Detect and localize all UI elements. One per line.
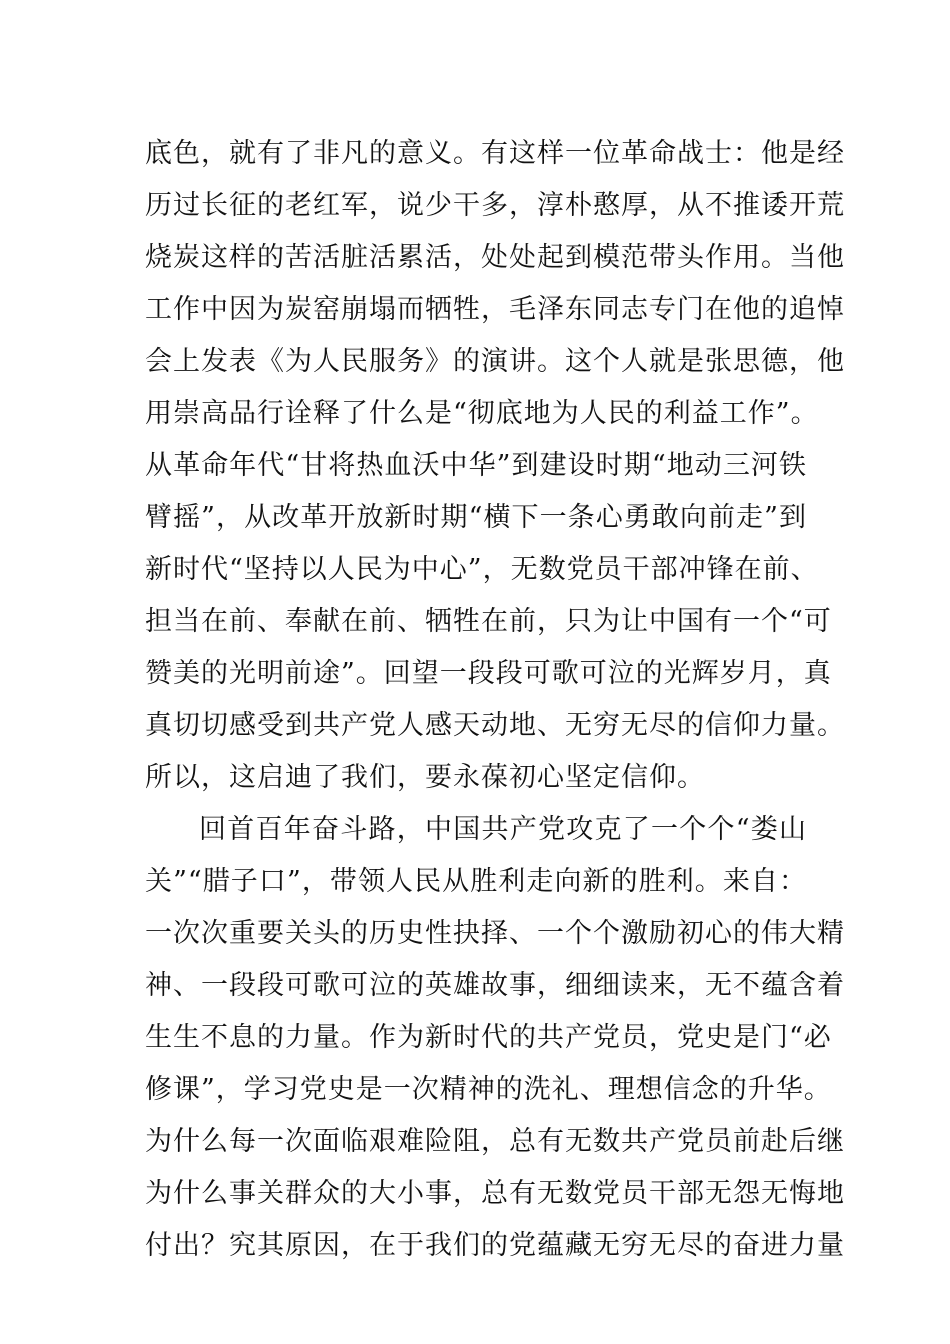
text-line: 底色，就有了非凡的意义。有这样一位革命战士：他是经 (145, 138, 845, 169)
text-line: 回首百年奋斗路，中国共产党攻克了一个个“娄山 (199, 814, 807, 845)
text-line: 用崇高品行诠释了什么是“彻底地为人民的利益工作”。 (145, 398, 819, 429)
text-line: 会上发表《为人民服务》的演讲。这个人就是张思德，他 (145, 346, 845, 377)
text-line: 赞美的光明前途”。回望一段段可歌可泣的光辉岁月，真 (145, 658, 832, 689)
text-line: 担当在前、奉献在前、牺牲在前，只为让中国有一个“可 (145, 606, 832, 637)
text-line: 历过长征的老红军，说少干多，淳朴憨厚，从不推诿开荒 (145, 190, 845, 221)
text-line: 从革命年代“甘将热血沃中华”到建设时期“地动三河铁 (145, 450, 807, 481)
paragraph-1 (145, 128, 845, 804)
text-line: 关”“腊子口”，带领人民从胜利走向新的胜利。来自： (145, 866, 807, 897)
text-line: 一次次重要关头的历史性抉择、一个个激励初心的伟大精 (145, 918, 845, 949)
text-line: 为什么每一次面临艰难险阻，总有无数共产党员前赴后继 (145, 1126, 845, 1157)
text-line: 修课”，学习党史是一次精神的洗礼、理想信念的升华。 (145, 1074, 832, 1105)
text-line: 付出？究其原因，在于我们的党蕴藏无穷无尽的奋进力量 (145, 1230, 845, 1261)
paragraph-2 (145, 804, 845, 1272)
text-line: 所以，这启迪了我们，要永葆初心坚定信仰。 (145, 762, 705, 793)
text-line: 神、一段段可歌可泣的英雄故事，细细读来，无不蕴含着 (145, 970, 845, 1001)
text-line: 工作中因为炭窑崩塌而牺牲，毛泽东同志专门在他的追悼 (145, 294, 845, 325)
text-line: 新时代“坚持以人民为中心”，无数党员干部冲锋在前、 (145, 554, 819, 585)
text-line: 生生不息的力量。作为新时代的共产党员，党史是门“必 (145, 1022, 832, 1053)
text-line: 臂摇”，从改革开放新时期“横下一条心勇敢向前走”到 (145, 502, 807, 533)
text-line: 真切切感受到共产党人感天动地、无穷无尽的信仰力量。 (145, 710, 845, 741)
text-line: 为什么事关群众的大小事，总有无数党员干部无怨无悔地 (145, 1178, 845, 1209)
text-line: 烧炭这样的苦活脏活累活，处处起到模范带头作用。当他 (145, 242, 845, 273)
body-text (145, 128, 845, 1272)
